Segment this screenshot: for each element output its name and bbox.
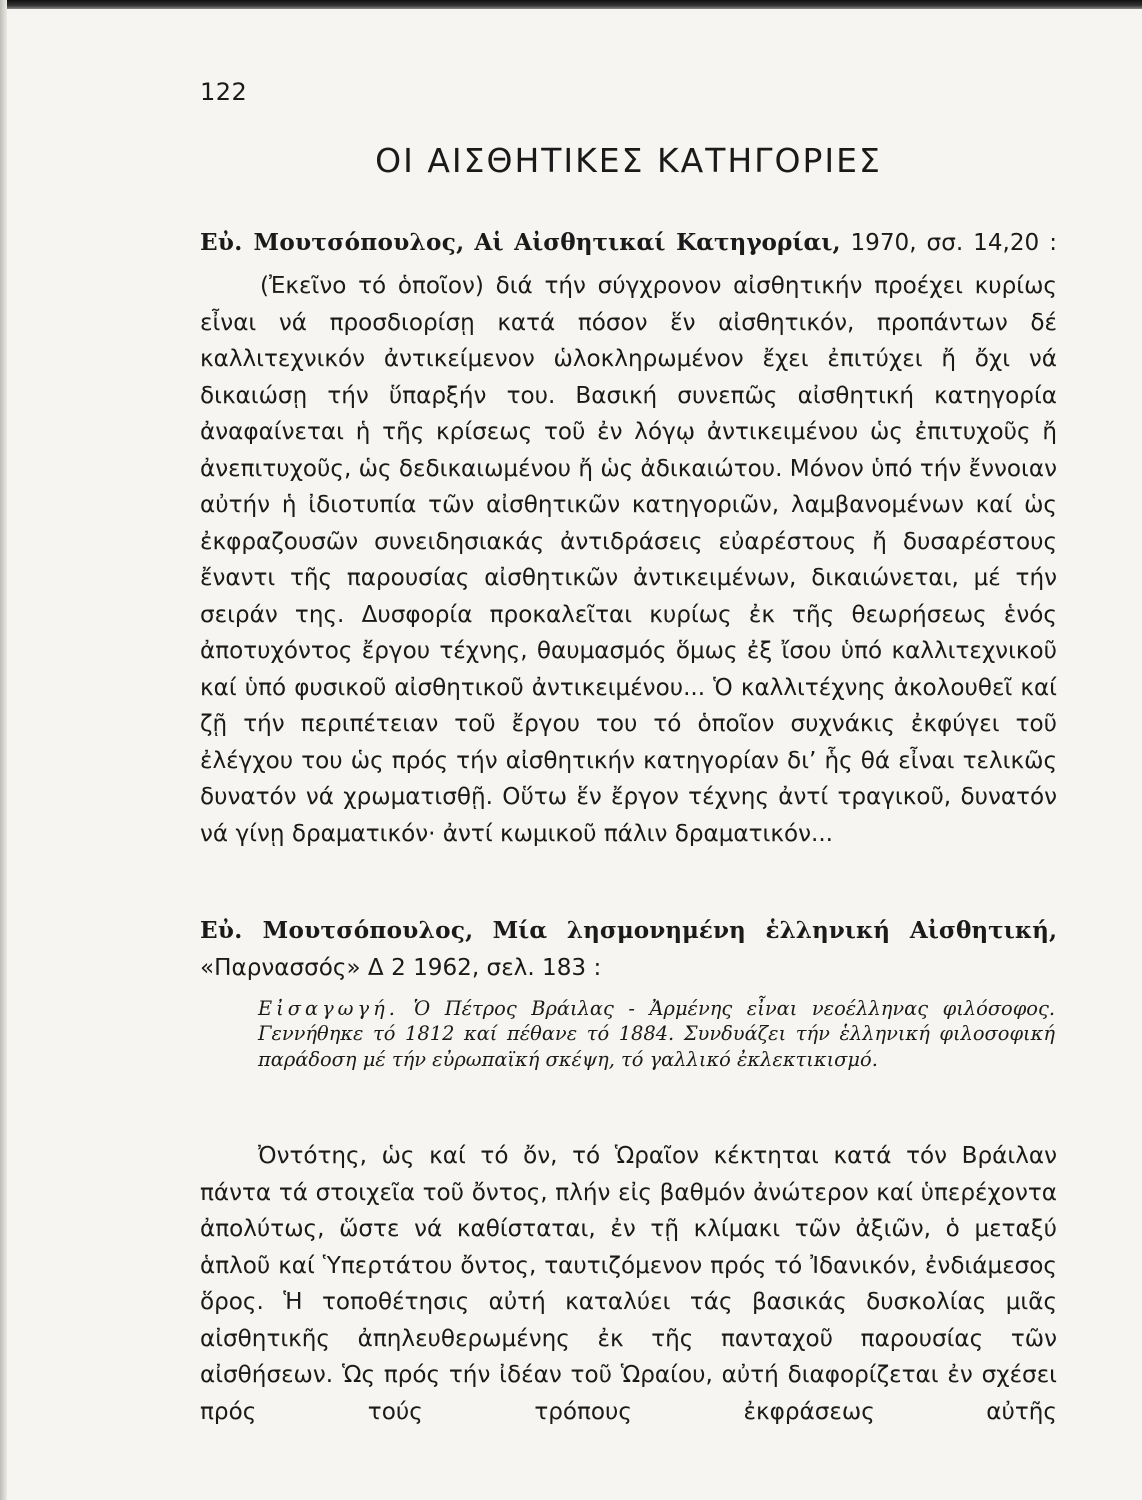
source-citation-1 [200,225,1057,262]
citation-details: 1970, σσ. 14,20 : [850,230,1058,256]
intro-paragraph [258,996,1055,1072]
citation-author: Εὐ. Μουτσόπουλος, [200,229,465,256]
chapter-title: ΟΙ ΑΙΣΘΗΤΙΚΕΣ ΚΑΤΗΓΟΡΙΕΣ [375,141,882,180]
citation-author: Εὐ. Μουτσόπουλος, [200,917,474,944]
citation-details: «Παρνασσός» Δ 2 1962, σελ. 183 : [200,954,602,981]
scan-top-border [0,0,1142,9]
citation-title: Μία λησμονημένη ἑλληνική Αἰσθητική, [492,917,1057,944]
intro-text: Ὁ Πέτρος Βράιλας - Ἀρμένης εἶναι νεοέλληνας φιλόσοφος. Γεννήθηκε τό 1812 καί πέθανε τό 1884. Συνδυάζει τήν ἑλληνική φιλοσοφική παράδοση μέ τήν εὐρωπαϊκή σκέψη, τό γαλλικό ἐκλεκτικισμό. [258,997,1056,1071]
source-citation-2 [200,913,1057,986]
intro-label: Εἰσαγωγή. [258,997,399,1020]
quote-paragraph: (Ἐκεῖνο τό ὁποῖον) διά τήν σύγχρονον αἰσθητικήν προέχει κυρίως εἶναι νά προσδιορίσῃ κατά πόσον ἕν αἰσθητικόν, προπάντων δέ καλλιτεχνικόν ἀντικείμενον ὡλοκληρωμένον ἔχει ἐπιτύχει ἤ ὄχι νά δικαιώσῃ τήν ὕπαρξήν του. Βασική συνεπῶς αἰσθητική κατηγορία ἀναφαίνεται ἡ τῆς κρίσεως τοῦ ἐν λόγῳ ἀντικειμένου ὡς ἐπιτυχοῦς ἤ ἀνεπιτυχοῦς, ὡς δεδικαιωμένου ἤ ὡς ἀδικαιώτου. Μόνον ὑπό τήν ἔννοιαν αὐτήν ἡ ἰδιοτυπία τῶν αἰσθητικῶν κατηγοριῶν, λαμβανομένων καί ὡς ἐκφραζουσῶν συνειδησιακάς ἀντιδράσεις εὐαρέστους ἤ δυσαρέστους ἔναντι τῆς παρουσίας αἰσθητικῶν ἀντικειμένων, δικαιώνεται, μέ τήν σειράν της. Δυσφορία προκαλεῖται κυρίως ἐκ τῆς θεωρήσεως ἑνός ἀποτυχόντος ἔργου τέχνης, θαυμασμός ὅμως ἐξ ἴσου ὑπό καλλιτεχνικοῦ καί ὑπό φυσικοῦ αἰσθητικοῦ ἀντικειμένου... Ὁ καλλιτέχνης ἀκολουθεῖ καί ζῇ τήν περιπέτειαν τοῦ ἔργου του τό ὁποῖον συχνάκις ἐκφύγει τοῦ ἐλέγχου του ὡς πρός τήν αἰσθητικήν κατηγορίαν δι’ ἧς θά εἶναι τελικῶς δυνατόν νά χρωματισθῇ. Οὕτω ἕν ἔργον τέχνης ἀντί τραγικοῦ, δυνατόν νά γίνῃ δραματικόν· ἀντί κωμικοῦ πάλιν δραματικόν... [200,273,1057,847]
scan-left-edge [0,0,7,1500]
citation-title: Αἱ Αἰσθητικαί Κατηγορίαι, [474,229,841,256]
body-paragraph: Ὀντότης, ὡς καί τό ὄν, τό Ὡραῖον κέκτηται κατά τόν Βράιλαν πάντα τά στοιχεῖα τοῦ ὄντος, πλήν εἰς βαθμόν ἀνώτερον καί ὑπερέχοντα ἀπολύτως, ὥστε νά καθίσταται, ἐν τῇ κλίμακι τῶν ἀξιῶν, ὁ μεταξύ ἁπλοῦ καί Ὑπερτάτου ὄντος, ταυτιζόμενον πρός τό Ἰδανικόν, ἐνδιάμεσος ὅρος. Ἡ τοποθέτησις αὐτή καταλύει τάς βασικάς δυσκολίας μιᾶς αἰσθητικῆς ἀπηλευθερωμένης ἐκ τῆς πανταχοῦ παρουσίας τῶν αἰσθήσεων. Ὡς πρός τήν ἰδέαν τοῦ Ὡραίου, αὐτή διαφορίζεται ἐν σχέσει πρός τούς τρόπους ἐκφράσεως αὐτῆς [200,1143,1057,1425]
page-number: 122 [200,78,248,106]
